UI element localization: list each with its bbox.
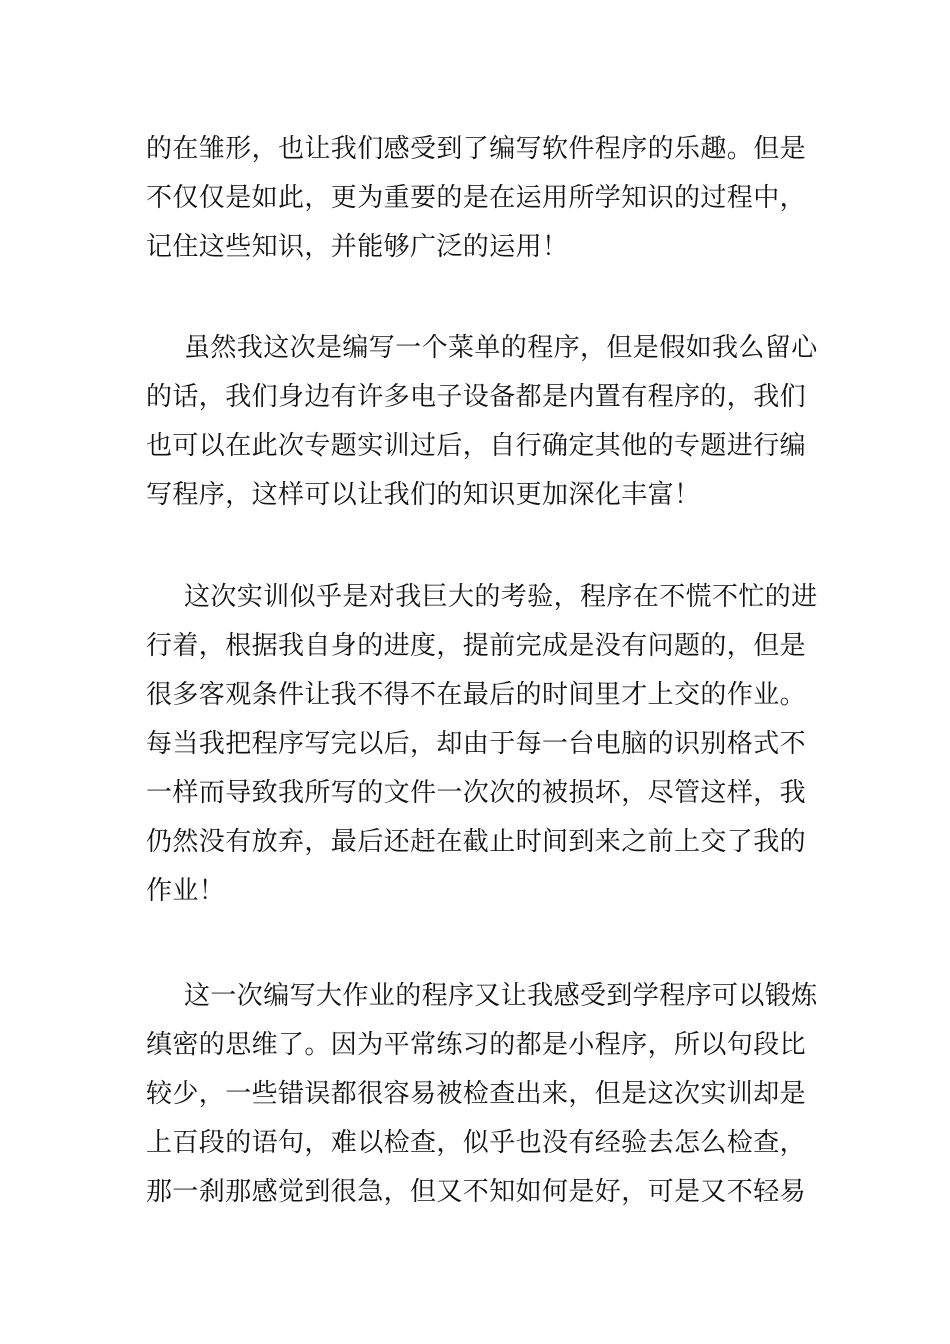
paragraph-line: 记住这些知识，并能够广泛的运用！ [146, 232, 569, 262]
paragraph-line: 的话，我们身边有许多电子设备都是内置有程序的，我们 [146, 382, 807, 412]
paragraph-line: 缜密的思维了。因为平常练习的都是小程序，所以句段比 [146, 1030, 807, 1060]
paragraph-line: 的在雏形，也让我们感受到了编写软件程序的乐趣。但是 [146, 134, 807, 164]
paragraph-line: 很多客观条件让我不得不在最后的时间里才上交的作业。 [146, 680, 807, 710]
paragraph-4 [146, 972, 818, 1217]
paragraph-line: 这一次编写大作业的程序又让我感受到学程序可以锻炼 [184, 981, 818, 1011]
paragraph-line: 不仅仅是如此，更为重要的是在运用所学知识的过程中， [146, 183, 807, 213]
paragraph-line: 作业！ [146, 876, 226, 906]
paragraph-line: 虽然我这次是编写一个菜单的程序，但是假如我么留心 [184, 333, 818, 363]
paragraph-1 [146, 125, 806, 272]
paragraph-line: 那一刹那感觉到很急，但又不知如何是好，可是又不轻易 [146, 1177, 807, 1207]
paragraph-line: 上百段的语句，难以检查，似乎也没有经验去怎么检查， [146, 1128, 807, 1158]
paragraph-line: 这次实训似乎是对我巨大的考验，程序在不慌不忙的进 [184, 582, 818, 612]
paragraph-2 [146, 324, 818, 520]
paragraph-line: 较少，一些错误都很容易被检查出来，但是这次实训却是 [146, 1079, 807, 1109]
paragraph-line: 行着，根据我自身的进度，提前完成是没有问题的，但是 [146, 631, 807, 661]
paragraph-line: 每当我把程序写完以后，却由于每一台电脑的识别格式不 [146, 729, 807, 759]
paragraph-line: 一样而导致我所写的文件一次次的被损坏，尽管这样，我 [146, 778, 807, 808]
paragraph-line: 也可以在此次专题实训过后，自行确定其他的专题进行编 [146, 431, 807, 461]
paragraph-3 [146, 573, 818, 916]
paragraph-line: 仍然没有放弃，最后还赶在截止时间到来之前上交了我的 [146, 827, 807, 857]
paragraph-line: 写程序，这样可以让我们的知识更加深化丰富！ [146, 480, 701, 510]
